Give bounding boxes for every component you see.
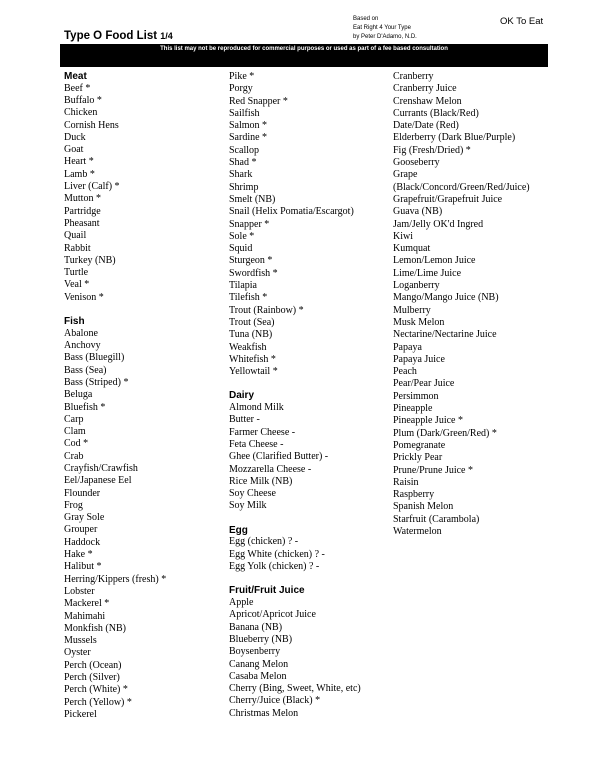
food-item: Apple (229, 597, 254, 609)
food-item: Tuna (NB) (229, 329, 273, 341)
food-item: Scallop (229, 144, 259, 156)
food-item: Egg White (chicken) ? - (229, 548, 325, 560)
source-credit (353, 15, 417, 42)
food-item: Cranberry Juice (393, 83, 457, 95)
food-item: Bass (Striped) * (64, 376, 129, 388)
food-item: Mahimahi (64, 610, 106, 622)
food-item: Casaba Melon (229, 670, 287, 682)
column-1 (64, 71, 224, 721)
food-item: Christmas Melon (229, 707, 299, 719)
food-item: Halibut * (64, 561, 102, 573)
food-item: Mulberry (393, 304, 431, 316)
food-item: Quail (64, 230, 87, 242)
food-item: Flounder (64, 487, 101, 499)
food-item: Duck (64, 131, 86, 143)
food-item: Salmon * (229, 120, 268, 132)
food-item: Crenshaw Melon (393, 95, 462, 107)
food-item: Weakfish (229, 341, 267, 353)
food-item: Ghee (Clarified Butter) - (229, 451, 329, 463)
food-item: Crayfish/Crawfish (64, 462, 138, 474)
source-credit-line: Eat Right 4 Your Type (353, 25, 411, 31)
food-item: Turkey (NB) (64, 254, 116, 266)
food-item: Buffalo * (64, 94, 102, 106)
section-spacer (64, 304, 224, 316)
food-item: Red Snapper * (229, 95, 288, 107)
food-item: Pear/Pear Juice (393, 378, 455, 390)
food-item: Bass (Sea) (64, 364, 107, 376)
food-item: Tilapia (229, 280, 257, 292)
food-item: Pineapple Juice * (393, 415, 463, 427)
section-fruit-continued (393, 71, 588, 538)
food-item: Lobster (64, 585, 95, 597)
section-egg (229, 525, 389, 574)
food-item: Jam/Jelly OK'd Ingred (393, 218, 484, 230)
food-item: Papaya Juice (393, 353, 445, 365)
food-item: Peach (393, 366, 417, 378)
food-item: Trout (Sea) (229, 316, 275, 328)
food-item: Mozzarella Cheese - (229, 463, 312, 475)
food-item: Watermelon (393, 525, 442, 537)
food-item: (Black/Concord/Green/Red/Juice) (393, 181, 530, 193)
section-fruit (229, 585, 389, 720)
food-item: Gooseberry (393, 157, 440, 169)
copyright-notice-banner (60, 44, 548, 67)
food-item: Feta Cheese - (229, 439, 284, 450)
food-item: Oyster (64, 647, 91, 659)
section-heading-dairy: Dairy (229, 390, 255, 402)
food-item: Musk Melon (393, 316, 445, 328)
food-item: Nectarine/Nectarine Juice (393, 329, 497, 341)
food-item: Grouper (64, 524, 98, 536)
column-3 (393, 71, 588, 538)
food-list-fruit-continued (393, 71, 588, 538)
food-list-meat (64, 83, 224, 304)
food-item: Guava (NB) (393, 206, 443, 218)
food-item: Perch (Yellow) * (64, 696, 132, 708)
column-2 (229, 71, 389, 720)
food-item: Persimmon (393, 390, 439, 402)
food-item: Trout (Rainbow) * (229, 304, 304, 316)
food-item: Banana (NB) (229, 621, 283, 633)
food-item: Elderberry (Dark Blue/Purple) (393, 132, 516, 144)
food-item: Chicken (64, 107, 98, 119)
food-item: Sardine * (229, 132, 268, 144)
food-list-egg (229, 536, 389, 573)
food-item: Lamb * (64, 168, 95, 180)
food-item: Tilefish * (229, 292, 268, 304)
food-item: Eel/Japanese Eel (64, 475, 132, 487)
food-item: Bluefish * (64, 401, 106, 413)
food-item: Yellowtail * (229, 366, 278, 378)
food-item: Snapper * (229, 218, 270, 230)
food-item: Shark (229, 169, 253, 181)
food-item: Kiwi (393, 230, 413, 242)
food-item: Cod * (64, 438, 89, 450)
food-item: Mackerel * (64, 598, 110, 610)
section-dairy (229, 390, 389, 512)
food-item: Currants (Black/Red) (393, 107, 479, 119)
food-item: Egg Yolk (chicken) ? - (229, 561, 320, 573)
food-item: Fig (Fresh/Dried) * (393, 144, 471, 156)
food-item: Snail (Helix Pomatia/Escargot) (229, 206, 354, 218)
food-item: Prune/Prune Juice * (393, 464, 473, 476)
food-item: Farmer Cheese - (229, 426, 296, 438)
food-item: Anchovy (64, 340, 101, 352)
page-number: 1/4 (160, 31, 173, 41)
food-item: Squid (229, 243, 253, 255)
food-item: Soy Cheese (229, 488, 276, 500)
food-item: Soy Milk (229, 500, 267, 512)
food-item: Loganberry (393, 280, 440, 292)
food-item: Prickly Pear (393, 452, 443, 464)
food-item: Perch (White) * (64, 684, 128, 696)
food-item: Raspberry (393, 489, 435, 501)
food-item: Hake * (64, 549, 93, 561)
section-heading-fish: Fish (64, 316, 85, 328)
food-item: Spanish Melon (393, 501, 454, 513)
food-item: Porgy (229, 83, 253, 95)
food-list-dairy (229, 402, 389, 513)
food-item: Mutton * (64, 193, 101, 205)
food-item: Mango/Mango Juice (NB) (393, 292, 499, 304)
section-meat (64, 71, 224, 304)
food-item: Plum (Dark/Green/Red) * (393, 427, 497, 439)
food-item: Blueberry (NB) (229, 633, 293, 645)
food-item: Rabbit (64, 242, 91, 254)
food-item: Perch (Ocean) (64, 659, 122, 671)
copyright-notice-text: This list may not be reproduced for commercial purposes or used as part of a fee based consultation (160, 46, 448, 52)
food-item: Swordfish * (229, 267, 278, 279)
food-item: Shad * (229, 157, 257, 169)
section-fish (64, 316, 224, 721)
food-item: Monkfish (NB) (64, 622, 126, 634)
food-item: Rice Milk (NB) (229, 475, 293, 487)
food-item: Pike * (229, 71, 255, 82)
food-item: Smelt (NB) (229, 193, 276, 205)
food-item: Perch (Silver) (64, 672, 120, 684)
food-item: Cherry/Juice (Black) * (229, 695, 321, 707)
food-item: Mussels (64, 635, 97, 647)
food-item: Goat (64, 144, 84, 156)
food-item: Grapefruit/Grapefruit Juice (393, 193, 503, 205)
food-item: Egg (chicken) ? - (229, 536, 299, 548)
food-item: Boysenberry (229, 646, 281, 658)
food-item: Date/Date (Red) (393, 120, 459, 132)
section-spacer (229, 573, 389, 585)
title-text: Type O Food List (64, 30, 158, 42)
food-item: Heart * (64, 156, 94, 168)
food-item: Whitefish * (229, 353, 276, 365)
food-item: Venison * (64, 291, 104, 303)
food-item: Frog (64, 499, 83, 511)
food-item: Cherry (Bing, Sweet, White, etc) (229, 683, 361, 695)
food-item: Sole * (229, 230, 255, 242)
food-item: Bass (Bluegill) (64, 352, 125, 364)
food-item: Liver (Calf) * (64, 181, 120, 193)
food-item: Apricot/Apricot Juice (229, 609, 316, 621)
food-item: Turtle (64, 267, 89, 279)
food-item: Veal * (64, 279, 90, 291)
food-item: Pomegranate (393, 439, 446, 451)
food-item: Shrimp (229, 181, 259, 193)
food-item: Butter - (229, 414, 260, 426)
food-item: Beluga (64, 389, 93, 401)
food-list-fish (64, 328, 224, 722)
food-item: Sturgeon * (229, 255, 273, 267)
food-item: Kumquat (393, 243, 431, 255)
section-heading-egg: Egg (229, 524, 248, 536)
section-spacer (229, 513, 389, 525)
food-item: Gray Sole (64, 512, 105, 524)
food-list-fish-continued (229, 71, 389, 378)
section-heading-meat: Meat (64, 71, 87, 82)
food-item: Grape (393, 169, 418, 181)
food-item: Crab (64, 450, 84, 462)
source-credit-line: by Peter D'Adamo, N.D. (353, 34, 417, 40)
food-item: Canang Melon (229, 658, 289, 670)
food-item: Cornish Hens (64, 119, 119, 131)
food-item: Lime/Lime Juice (393, 267, 462, 279)
section-heading-fruit: Fruit/Fruit Juice (229, 585, 305, 597)
food-item: Carp (64, 413, 84, 425)
food-list-fruit (229, 597, 389, 720)
food-item: Abalone (64, 327, 98, 339)
source-credit-line: Based on (353, 16, 379, 22)
food-item: Pickerel (64, 708, 97, 720)
food-item: Pheasant (64, 217, 100, 229)
food-item: Haddock (64, 536, 101, 548)
food-item: Almond Milk (229, 402, 284, 414)
food-item: Sailfish (229, 107, 260, 119)
section-fish-continued (229, 71, 389, 378)
page-title (64, 30, 173, 42)
food-item: Herring/Kippers (fresh) * (64, 573, 167, 585)
food-item: Lemon/Lemon Juice (393, 255, 476, 267)
food-item: Papaya (393, 341, 422, 353)
food-item: Cranberry (393, 71, 434, 82)
food-item: Starfruit (Carambola) (393, 513, 480, 525)
section-spacer (229, 378, 389, 390)
food-item: Partridge (64, 205, 101, 217)
food-item: Beef * (64, 82, 91, 94)
food-item: Raisin (393, 476, 419, 488)
ok-to-eat-label: OK To Eat (500, 16, 544, 27)
food-item: Clam (64, 426, 86, 438)
food-item: Pineapple (393, 403, 433, 415)
